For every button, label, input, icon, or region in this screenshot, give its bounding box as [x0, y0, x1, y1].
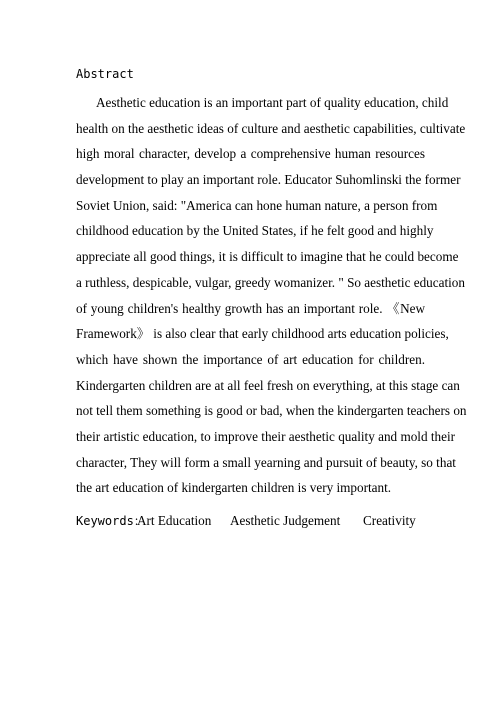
abstract-line: which have shown the importance of art education for children. — [76, 351, 425, 367]
abstract-line: development to play an important role. Educator Suhomlinski the former — [76, 172, 461, 188]
keywords-row — [76, 512, 416, 530]
abstract-line: appreciate all good things, it is difficult to imagine that he could become — [76, 249, 459, 265]
abstract-line: Aesthetic education is an important part of quality education, child — [96, 95, 449, 110]
abstract-line: high moral character, develop a comprehensive human resources — [76, 146, 425, 162]
abstract-line: childhood education by the United States, if he felt good and highly — [76, 223, 434, 239]
abstract-line: a ruthless, despicable, vulgar, greedy womanizer. " So aesthetic education — [76, 274, 465, 290]
abstract-line: Kindergarten children are at all feel fresh on everything, at this stage can — [76, 377, 460, 393]
keyword-item: Creativity — [363, 513, 416, 528]
abstract-heading: Abstract — [76, 67, 134, 81]
abstract-body — [76, 90, 467, 501]
abstract-line: health on the aesthetic ideas of culture and aesthetic capabilities, cultivate — [76, 120, 466, 136]
keyword-item: Aesthetic Judgement — [230, 513, 341, 528]
abstract-line: not tell them something is good or bad, when the kindergarten teachers on — [76, 403, 467, 419]
abstract-line: Framework》 is also clear that early childhood arts education policies, — [76, 326, 449, 342]
keyword-item: Art Education — [137, 513, 212, 528]
abstract-line: the art education of kindergarten children is very important. — [76, 480, 392, 496]
abstract-line: their artistic education, to improve their aesthetic quality and mold their — [76, 428, 456, 444]
keywords-label: Keywords： — [76, 514, 146, 528]
abstract-line: Soviet Union, said: "America can hone human nature, a person from — [76, 197, 438, 213]
abstract-line: of young children's healthy growth has an important role. 《New — [76, 300, 425, 316]
abstract-line: character, They will form a small yearning and pursuit of beauty, so that — [76, 454, 456, 470]
